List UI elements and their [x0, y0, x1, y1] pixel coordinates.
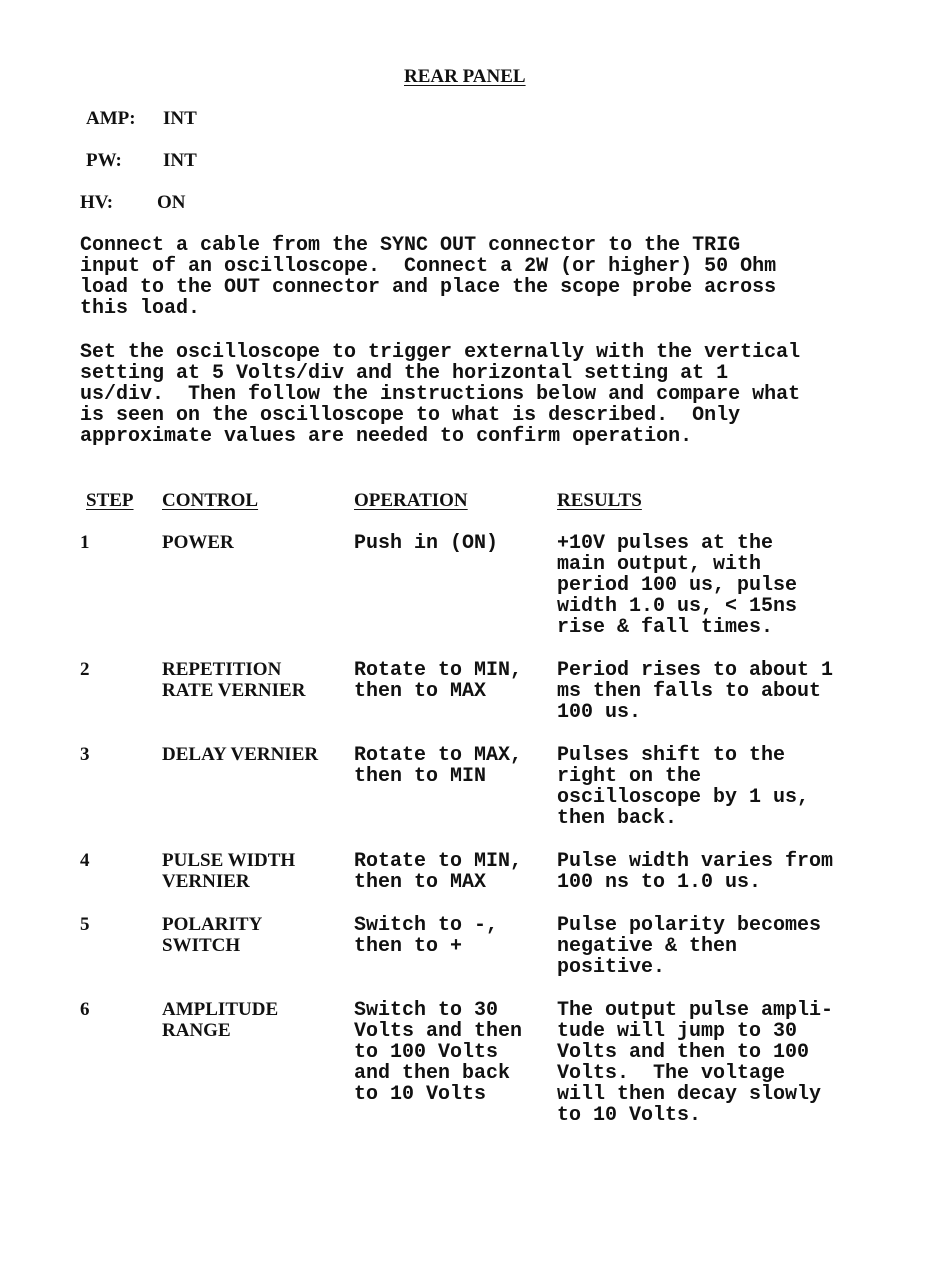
- paragraph-oscilloscope-setup: Set the oscilloscope to trigger externally with the vertical setting at 5 Volts/div and the horizontal setting at 1 us/div. Then follow the instructions below and compare what is seen on the oscilloscope to what is described. Only approximate values are needed to confirm operation.: [80, 341, 801, 448]
- row-6-operation: Switch to 30 Volts and then to 100 Volts and then back to 10 Volts: [354, 999, 523, 1106]
- setting-pw-value: INT: [163, 150, 197, 171]
- row-4-operation: Rotate to MIN, then to MAX: [354, 850, 523, 894]
- row-6-step: 6: [80, 999, 90, 1020]
- row-2-operation: Rotate to MIN, then to MAX: [354, 659, 523, 703]
- setting-hv-value: ON: [157, 192, 186, 213]
- table-header-operation: OPERATION: [354, 490, 468, 511]
- row-3-control: DELAY VERNIER: [162, 744, 319, 765]
- setting-hv-label: HV:: [80, 192, 114, 213]
- row-6-control: AMPLITUDE RANGE: [162, 999, 279, 1041]
- paragraph-connection: Connect a cable from the SYNC OUT connector to the TRIG input of an oscilloscope. Connect a 2W (or higher) 50 Ohm load to the OUT connector and place the scope probe across this load.: [80, 234, 777, 320]
- row-2-results: Period rises to about 1 ms then falls to about 100 us.: [557, 659, 834, 724]
- row-5-results: Pulse polarity becomes negative & then positive.: [557, 914, 822, 979]
- setting-pw-label: PW:: [86, 150, 122, 171]
- row-5-control: POLARITY SWITCH: [162, 914, 263, 956]
- row-2-step: 2: [80, 659, 90, 680]
- row-1-results: +10V pulses at the main output, with period 100 us, pulse width 1.0 us, < 15ns rise & fall times.: [557, 532, 798, 639]
- row-5-operation: Switch to -, then to +: [354, 914, 499, 958]
- table-header-control: CONTROL: [162, 490, 259, 511]
- row-3-step: 3: [80, 744, 90, 765]
- row-1-operation: Push in (ON): [354, 532, 499, 555]
- table-header-results: RESULTS: [557, 490, 642, 511]
- setting-amp-label: AMP:: [86, 108, 136, 129]
- row-3-operation: Rotate to MAX, then to MIN: [354, 744, 523, 788]
- row-4-results: Pulse width varies from 100 ns to 1.0 us.: [557, 850, 834, 894]
- row-6-results: The output pulse ampli- tude will jump to 30 Volts and then to 100 Volts. The voltage will then decay slowly to 10 Volts.: [557, 999, 834, 1127]
- row-1-step: 1: [80, 532, 90, 553]
- row-4-step: 4: [80, 850, 90, 871]
- row-1-control: POWER: [162, 532, 234, 553]
- row-3-results: Pulses shift to the right on the oscilloscope by 1 us, then back.: [557, 744, 810, 830]
- row-2-control: REPETITION RATE VERNIER: [162, 659, 306, 701]
- setting-amp-value: INT: [163, 108, 197, 129]
- row-4-control: PULSE WIDTH VERNIER: [162, 850, 296, 892]
- table-header-step: STEP: [86, 490, 134, 511]
- page-title: REAR PANEL: [404, 66, 526, 87]
- row-5-step: 5: [80, 914, 90, 935]
